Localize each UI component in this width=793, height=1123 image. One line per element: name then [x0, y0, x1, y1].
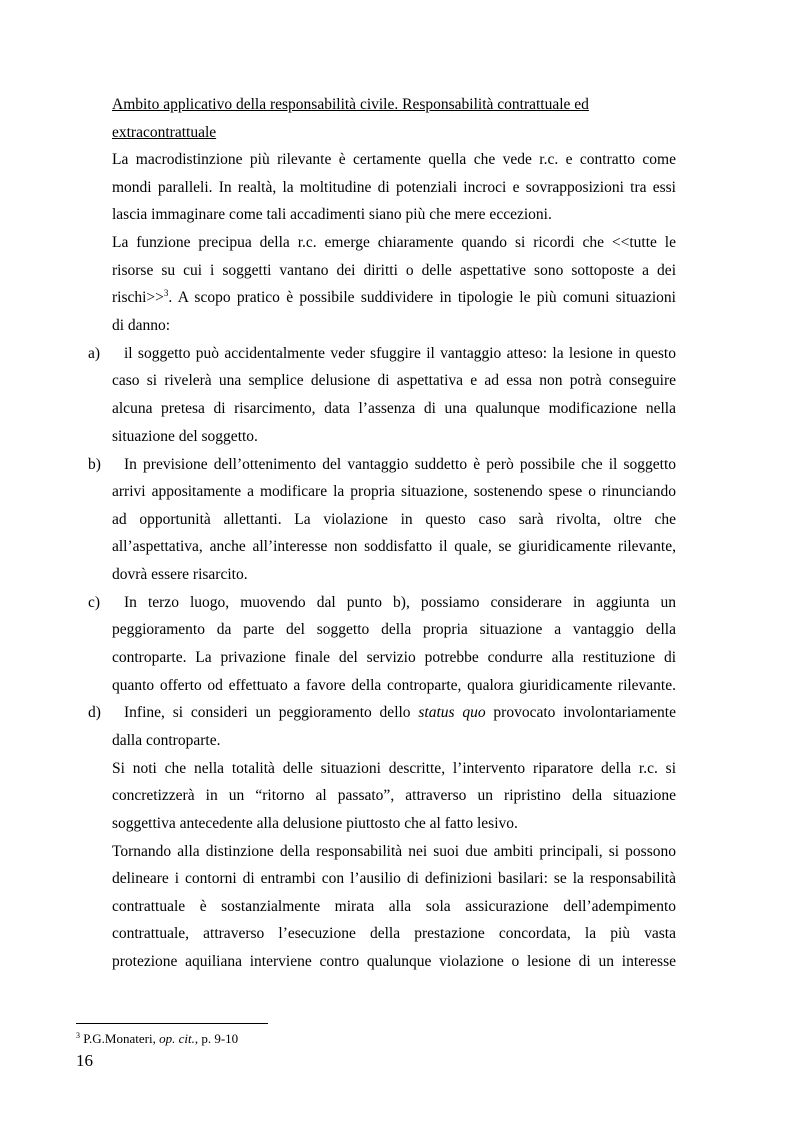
- list-item-c-line: quanto offerto od effettuato a favore della controparte, qualora giuridicamente rilevante.: [112, 677, 676, 694]
- list-item-a-line: alcuna pretesa di risarcimento, data l’assenza di una qualunque modificazione nella: [112, 400, 676, 417]
- list-marker-c: c): [88, 594, 101, 611]
- list-item-b-line: ad opportunità allettanti. La violazione in questo caso sarà rivolta, oltre che: [112, 511, 676, 528]
- list-marker-d: d): [88, 704, 101, 721]
- paragraph-line: soggettiva antecedente alla delusione piuttosto che al fatto lesivo.: [112, 815, 518, 832]
- list-marker-a: a): [88, 345, 101, 362]
- paragraph-line: contrattuale è sostanzialmente mirata alla sola assicurazione dell’adempimento: [112, 898, 676, 915]
- paragraph-line: La macrodistinzione più rilevante è certamente quella che vede r.c. e contratto come: [112, 151, 676, 168]
- footnote-ref[interactable]: 3: [163, 288, 169, 298]
- list-item-b-line: all’aspettativa, anche all’interesse non soddisfatto il quale, se giuridicamente rilevante,: [112, 538, 676, 555]
- footnote: [76, 1031, 238, 1047]
- list-item-a-line: il soggetto può accidentalmente veder sfuggire il vantaggio atteso: la lesione in questo: [124, 345, 676, 362]
- footnote-number: 3: [76, 1031, 80, 1040]
- paragraph-text: rischi>>: [112, 289, 164, 306]
- page-number: 16: [76, 1051, 93, 1070]
- list-item-c-line: peggioramento da parte del soggetto della propria situazione a vantaggio della: [112, 621, 676, 638]
- list-item-d-line: dalla controparte.: [112, 732, 221, 749]
- paragraph-text: Infine, si consideri un peggioramento dello: [124, 704, 419, 721]
- paragraph-text: provocato involontariamente: [485, 704, 676, 721]
- paragraph-line: di danno:: [112, 317, 171, 334]
- list-item-a-line: caso si rivelerà una semplice delusione di aspettativa e ad essa non potrà conseguire: [112, 372, 676, 389]
- paragraph-line: risorse su cui i soggetti vantano dei diritti o delle aspettative sono sottoposte a dei: [112, 262, 676, 279]
- section-heading-line-1: Ambito applicativo della responsabilità civile. Responsabilità contrattuale ed: [112, 96, 589, 113]
- list-item-b-line: arrivi appositamente a modificare la propria situazione, sostenendo spese o rinunciando: [112, 483, 676, 500]
- paragraph-line: contrattuale, attraverso l’esecuzione della prestazione concordata, la più vasta: [112, 925, 676, 942]
- footnote-text: P.G.Monateri,: [80, 1031, 160, 1046]
- paragraph-line: delineare i contorni di entrambi con l’ausilio di definizioni basilari: se la responsabilità: [112, 870, 676, 887]
- list-item-c-line: controparte. La privazione finale del servizio potrebbe condurre alla restituzione di: [112, 649, 676, 666]
- paragraph-line: concretizzerà in un “ritorno al passato”, attraverso un ripristino della situazione: [112, 787, 676, 804]
- footnote-separator: [76, 1023, 268, 1024]
- list-item-b-line: dovrà essere risarcito.: [112, 566, 248, 583]
- paragraph-line-with-footnote: [112, 288, 676, 308]
- paragraph-line: Si noti che nella totalità delle situazioni descritte, l’intervento riparatore della r.c. si: [112, 760, 676, 777]
- paragraph-line: protezione aquiliana interviene contro qualunque violazione o lesione di un interesse: [112, 953, 676, 970]
- footnote-emphasis: op. cit.: [159, 1031, 195, 1046]
- section-heading-line-2: extracontrattuale: [112, 124, 217, 141]
- paragraph-line: Tornando alla distinzione della responsabilità nei suoi due ambiti principali, si possono: [112, 843, 676, 860]
- list-item-d-line: [124, 703, 676, 723]
- list-marker-b: b): [88, 456, 101, 473]
- emphasis-text: status quo: [418, 704, 486, 721]
- paragraph-line: mondi paralleli. In realtà, la moltitudine di potenziali incroci e sovrapposizioni tra essi: [112, 179, 676, 196]
- paragraph-text: . A scopo pratico è possibile suddividere in tipologie le più comuni situazioni: [168, 289, 676, 306]
- list-item-b-line: In previsione dell’ottenimento del vantaggio suddetto è però possibile che il soggetto: [124, 456, 676, 473]
- paragraph-line: lascia immaginare come tali accadimenti siano più che mere eccezioni.: [112, 206, 552, 223]
- list-item-c-line: In terzo luogo, muovendo dal punto b), possiamo considerare in aggiunta un: [124, 594, 676, 611]
- list-item-a-line: situazione del soggetto.: [112, 428, 258, 445]
- footnote-text: , p. 9-10: [194, 1031, 239, 1046]
- paragraph-line: La funzione precipua della r.c. emerge chiaramente quando si ricordi che <<tutte le: [112, 234, 676, 251]
